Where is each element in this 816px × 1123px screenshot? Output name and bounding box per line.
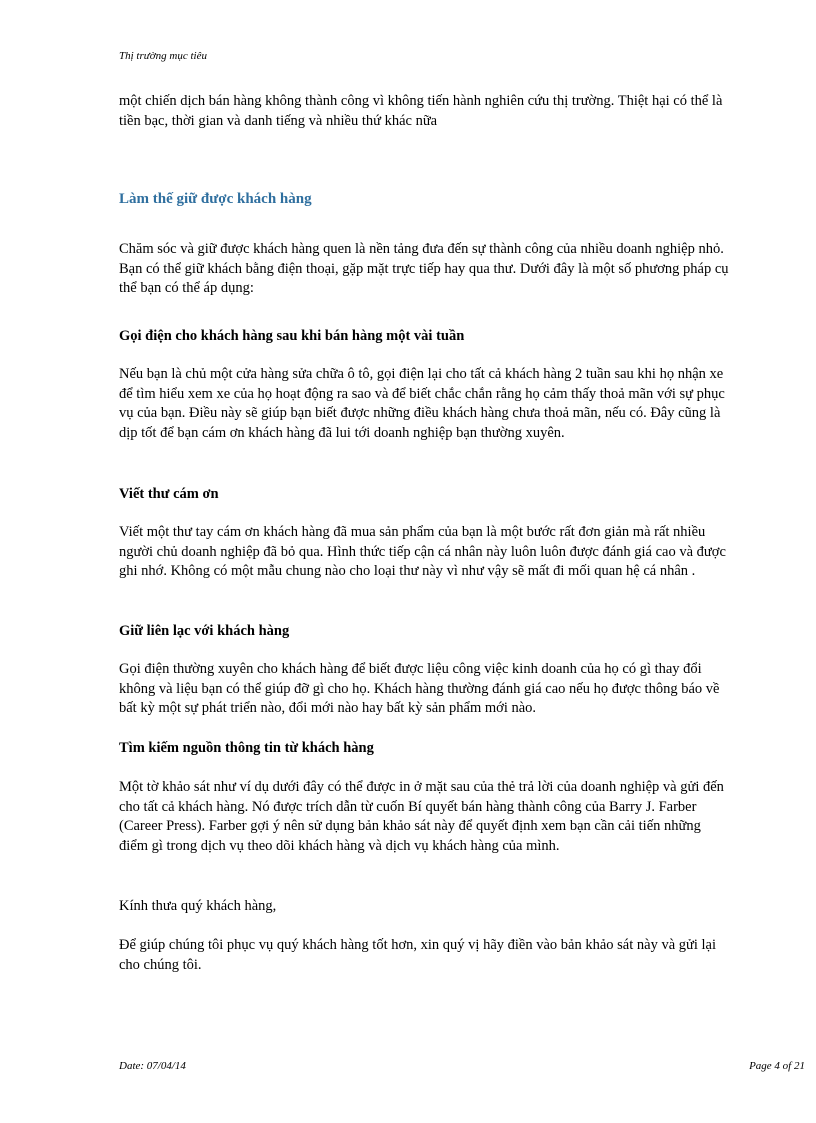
thanks-paragraph: Viết một thư tay cám ơn khách hàng đã mua sản phẩm của bạn là một bước rất đơn giản mà rất nhiều người chủ doanh nghiệp đã bỏ qua. Hình thức tiếp cận cá nhân này luôn luôn được đánh giá cao và được ghi nhớ. Không có một mẫu chung nào cho loại thư này vì như vậy sẽ mất đi mối quan hệ cá nhân . <box>119 524 726 579</box>
heading-customer-info: Tìm kiếm nguồn thông tin từ khách hàng <box>119 740 374 756</box>
survey-paragraph: Một tờ khảo sát như ví dụ dưới đây có thể được in ở mặt sau của thẻ trả lời của doanh nghiệp và gửi đến cho tất cả khách hàng. Nó được trích dẫn từ cuốn Bí quyết bán hàng thành công của Barry J. Farber (Career Press). Farber gợi ý nên sử dụng bản khảo sát này để quyết định xem bạn cần cải tiến những điểm gì trong dịch vụ theo dõi khách hàng và dịch vụ khách hàng của mình. <box>119 779 724 854</box>
call-paragraph: Nếu bạn là chủ một cửa hàng sửa chữa ô tô, gọi điện lại cho tất cả khách hàng 2 tuần sau khi họ nhận xe để tìm hiểu xem xe của họ hoạt động ra sao và để biết chắc chắn rằng họ cảm thấy thoả mãn với sự phục vụ của bạn. Điều này sẽ giúp bạn biết được những điều khách hàng chưa thoả mãn, nếu có. Đây cũng là dịp tốt để bạn cám ơn khách hàng đã lui tới doanh nghiệp bạn thường xuyên. <box>119 366 725 441</box>
heading-keep-contact: Giữ liên lạc với khách hàng <box>119 623 290 639</box>
heading-thank-you-letter: Viết thư cám ơn <box>119 486 219 502</box>
heading-call-customers: Gọi điện cho khách hàng sau khi bán hàng một vài tuần <box>119 328 465 344</box>
contact-paragraph: Gọi điện thường xuyên cho khách hàng để biết được liệu công việc kinh doanh của họ có gì thay đổi không và liệu bạn có thể giúp đỡ gì cho họ. Khách hàng thường đánh giá cao nếu họ được thông báo về bất kỳ một sự phát triển nào, đổi mới nào hay bất kỳ sản phẩm mới nào. <box>119 661 720 716</box>
footer-date: Date: 07/04/14 <box>119 1060 186 1072</box>
greeting-line: Kính thưa quý khách hàng, <box>119 898 277 914</box>
care-paragraph: Chăm sóc và giữ được khách hàng quen là nền tảng đưa đến sự thành công của nhiều doanh nghiệp nhỏ. Bạn có thể giữ khách bằng điện thoại, gặp mặt trực tiếp hay qua thư. Dưới đây là một số phương pháp cụ thể bạn có thể áp dụng: <box>119 241 729 296</box>
running-header: Thị trường mục tiêu <box>119 50 207 62</box>
help-paragraph: Để giúp chúng tôi phục vụ quý khách hàng tốt hơn, xin quý vị hãy điền vào bản khảo sát này và gửi lại cho chúng tôi. <box>119 937 717 973</box>
intro-paragraph: một chiến dịch bán hàng không thành công vì không tiến hành nghiên cứu thị trường. Thiệt hại có thể là tiền bạc, thời gian và danh tiếng và nhiều thứ khác nữa <box>119 93 723 129</box>
section-title: Làm thế giữ được khách hàng <box>119 191 312 207</box>
footer-page-number: Page 4 of 21 <box>749 1060 805 1072</box>
